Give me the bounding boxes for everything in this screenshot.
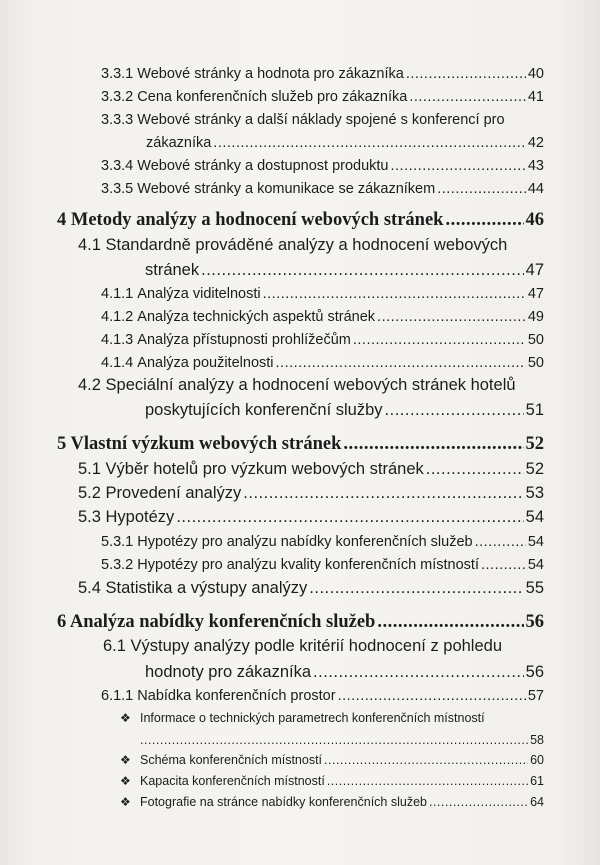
entry-title: Nabídka konferenčních prostor — [137, 688, 336, 704]
entry-title: Webové stránky a další náklady spojené s konferencí pro — [137, 112, 505, 128]
page-number: 51 — [525, 401, 544, 419]
toc-entry-6-1[interactable] — [145, 663, 544, 682]
toc-entry-4-2[interactable] — [145, 401, 544, 420]
dot-leader — [243, 484, 523, 503]
dot-leader — [140, 733, 528, 747]
page-number: 54 — [527, 534, 544, 550]
dot-leader — [213, 135, 526, 151]
toc-entry-3-3-3-first-line[interactable] — [101, 112, 505, 128]
entry-number: 5.3.1 — [101, 534, 134, 550]
toc-entry-3-3-1[interactable] — [101, 66, 544, 82]
entry-number: 3.3.3 — [101, 112, 134, 128]
entry-title: Cena konferenčních služeb pro zákazníka — [137, 89, 408, 105]
entry-number: 3.3.2 — [101, 89, 134, 105]
entry-title: 5.2 Provedení analýzy — [78, 484, 242, 502]
page-number: 50 — [527, 355, 544, 371]
entry-number: 3.3.1 — [101, 66, 134, 82]
toc-entry-4-1-1[interactable] — [101, 286, 544, 302]
dot-leader — [176, 508, 523, 527]
dot-leader — [353, 332, 526, 348]
toc-entry-5-3[interactable] — [78, 508, 544, 527]
entry-title: Analýza viditelnosti — [137, 286, 261, 302]
entry-title: Kapacita konferenčních místností — [140, 774, 325, 788]
entry-title-continued: hodnoty pro zákazníka — [145, 663, 312, 681]
toc-entry-4-1[interactable] — [145, 261, 544, 280]
toc-bullet-1-first-line[interactable] — [120, 711, 485, 725]
entry-number: 4.1.3 — [101, 332, 134, 348]
entry-title: 5.4 Statistika a výstupy analýzy — [78, 579, 308, 597]
page-number: 46 — [525, 210, 544, 230]
entry-title: Analýza použitelnosti — [137, 355, 274, 371]
toc-entry-4-1-first-line[interactable] — [78, 236, 507, 255]
dot-leader — [429, 795, 528, 809]
entry-title-continued: poskytujících konferenční služby — [145, 401, 383, 419]
dot-leader — [437, 181, 526, 197]
entry-title: 5.3 Hypotézy — [78, 508, 175, 526]
page-number: 64 — [530, 795, 544, 809]
page-number: 41 — [527, 89, 544, 105]
toc-entry-4-1-4[interactable] — [101, 355, 544, 371]
page-number: 57 — [527, 688, 544, 704]
diamond-bullet-icon: ❖ — [120, 753, 131, 767]
chapter-title: 4 Metody analýzy a hodnocení webových stránek — [57, 210, 444, 230]
toc-entry-5-3-2[interactable] — [101, 557, 544, 573]
chapter-title: 6 Analýza nabídky konferenčních služeb — [57, 612, 376, 632]
dot-leader — [343, 434, 523, 455]
dot-leader — [409, 89, 526, 105]
page-number: 49 — [527, 309, 544, 325]
dot-leader — [201, 261, 524, 280]
page-number: 43 — [527, 158, 544, 174]
dot-leader — [445, 210, 523, 231]
page-number: 54 — [525, 508, 544, 526]
page-number: 52 — [525, 460, 544, 478]
toc-chapter-4[interactable] — [57, 210, 544, 231]
dot-leader — [309, 579, 523, 598]
entry-title: 6.1 Výstupy analýzy podle kritérií hodnocení z pohledu — [103, 637, 502, 655]
entry-title: Analýza přístupnosti prohlížečům — [137, 332, 351, 348]
dot-leader — [338, 688, 526, 704]
page-number: 40 — [527, 66, 544, 82]
toc-entry-3-3-3[interactable] — [146, 135, 544, 151]
page-number: 61 — [530, 774, 544, 788]
page-number: 56 — [525, 663, 544, 681]
diamond-bullet-icon: ❖ — [120, 795, 131, 809]
toc-bullet-2[interactable] — [120, 753, 544, 767]
toc-entry-5-3-1[interactable] — [101, 534, 544, 550]
entry-number: 4.1.4 — [101, 355, 134, 371]
dot-leader — [263, 286, 526, 302]
entry-title: Webové stránky a hodnota pro zákazníka — [137, 66, 404, 82]
dot-leader — [385, 401, 524, 420]
entry-title: 5.1 Výběr hotelů pro výzkum webových stránek — [78, 460, 424, 478]
toc-chapter-6[interactable] — [57, 612, 544, 633]
dot-leader — [426, 460, 524, 479]
dot-leader — [276, 355, 526, 371]
toc-entry-5-4[interactable] — [78, 579, 544, 598]
toc-entry-5-2[interactable] — [78, 484, 544, 503]
entry-title: Fotografie na stránce nabídky konferenčních služeb — [140, 795, 427, 809]
page-number: 50 — [527, 332, 544, 348]
entry-title: Hypotézy pro analýzu nabídky konferenčních služeb — [137, 534, 473, 550]
diamond-bullet-icon: ❖ — [120, 774, 131, 788]
page-number: 53 — [525, 484, 544, 502]
entry-title: 4.1 Standardně prováděné analýzy a hodnocení webových — [78, 236, 508, 254]
page-number: 52 — [525, 434, 544, 454]
toc-chapter-5[interactable] — [57, 434, 544, 455]
toc-bullet-3[interactable] — [120, 774, 544, 788]
entry-title: Informace o technických parametrech konferenčních místností — [140, 711, 485, 725]
toc-entry-3-3-5[interactable] — [101, 181, 544, 197]
entry-title: Hypotézy pro analýzu kvality konferenčních místností — [137, 557, 479, 573]
dot-leader — [377, 309, 526, 325]
dot-leader — [475, 534, 526, 550]
entry-title: Webové stránky a komunikace se zákazníkem — [137, 181, 436, 197]
dot-leader — [481, 557, 526, 573]
entry-title: Analýza technických aspektů stránek — [137, 309, 376, 325]
entry-title: 4.2 Speciální analýzy a hodnocení webových stránek hotelů — [78, 376, 516, 394]
chapter-title: 5 Vlastní výzkum webových stránek — [57, 434, 342, 454]
entry-title-continued: stránek — [145, 261, 200, 279]
page-number: 44 — [527, 181, 544, 197]
toc-entry-5-1[interactable] — [78, 460, 544, 479]
diamond-bullet-icon: ❖ — [120, 711, 131, 725]
toc-entry-6-1-1[interactable] — [101, 688, 544, 704]
dot-leader — [327, 774, 528, 788]
entry-number: 4.1.2 — [101, 309, 134, 325]
entry-number: 4.1.1 — [101, 286, 134, 302]
page-number: 42 — [527, 135, 544, 151]
entry-number: 6.1.1 — [101, 688, 134, 704]
toc-entry-3-3-4[interactable] — [101, 158, 544, 174]
dot-leader — [406, 66, 526, 82]
toc-entry-4-1-3[interactable] — [101, 332, 544, 348]
toc-bullet-4[interactable] — [120, 795, 544, 809]
toc-entry-4-2-first-line[interactable] — [78, 376, 516, 395]
page-number: 54 — [527, 557, 544, 573]
entry-number: 5.3.2 — [101, 557, 134, 573]
page-number: 55 — [525, 579, 544, 597]
dot-leader — [324, 753, 528, 767]
toc-entry-3-3-2[interactable] — [101, 89, 544, 105]
page-number: 58 — [530, 733, 544, 747]
page-number: 47 — [527, 286, 544, 302]
dot-leader — [391, 158, 526, 174]
entry-number: 3.3.5 — [101, 181, 134, 197]
entry-title: Webové stránky a dostupnost produktu — [137, 158, 389, 174]
toc-entry-6-1-first-line[interactable] — [103, 637, 502, 656]
toc-entry-4-1-2[interactable] — [101, 309, 544, 325]
dot-leader — [313, 663, 524, 682]
dot-leader — [377, 612, 523, 633]
toc-bullet-1[interactable] — [140, 733, 544, 747]
entry-number: 3.3.4 — [101, 158, 134, 174]
entry-title: Schéma konferenčních místností — [140, 753, 323, 767]
entry-title-continued: zákazníka — [146, 135, 212, 151]
page-number: 60 — [530, 753, 544, 767]
page-number: 56 — [525, 612, 544, 632]
page-number: 47 — [525, 261, 544, 279]
